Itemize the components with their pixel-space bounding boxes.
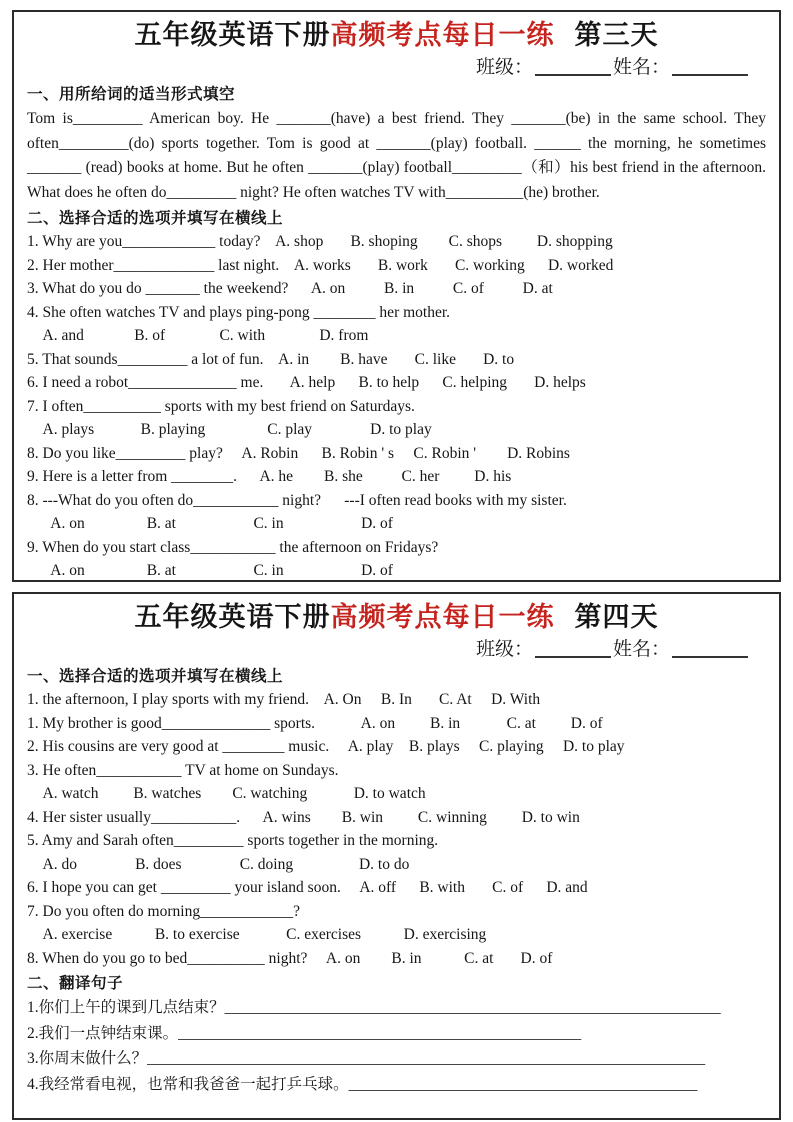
question-line: 5. That sounds_________ a lot of fun. A. in B. have C. like D. to (27, 350, 515, 368)
option-line: A. exercise B. to exercise C. exercises D. exercising (27, 926, 487, 943)
translation-line: 3.你周末做什么？________________________________________________________________________ (27, 1050, 706, 1067)
page1-title-day: 第三天 (574, 20, 659, 50)
page2-class-blank (535, 636, 611, 658)
question-line: 8. Do you like_________ play? A. Robin B. Robin ' s C. Robin ' D. Robins (27, 444, 570, 462)
page2-id-line (27, 636, 766, 663)
question-line: 8. When do you go to bed__________ night? A. on B. in C. at D. of (27, 949, 553, 967)
question-line: 6. I need a robot______________ me. A. help B. to help C. helping D. helps (27, 374, 586, 391)
page1-title-prefix: 五年级英语下册 (134, 20, 331, 50)
worksheet-page-day3 (12, 10, 781, 582)
page2-class-label: 班级： (475, 639, 533, 660)
question-line: 3. What do you do _______ the weekend? A. on B. in C. of D. at (27, 280, 553, 297)
page2-title-prefix: 五年级英语下册 (134, 602, 331, 632)
translation-line: 1.你们上午的课到几点结束？________________________________________________________________ (27, 999, 721, 1016)
question-line: 4. She often watches TV and plays ping-pong ________ her mother. (27, 303, 451, 321)
question-line: 9. Here is a letter from ________. A. he B. she C. her D. his (27, 468, 512, 485)
worksheet-page-day4 (12, 592, 781, 1120)
option-line: A. watch B. watches C. watching D. to watch (27, 785, 426, 802)
page2-section2-heading: 二、翻译句子 (27, 975, 124, 992)
question-line: 8. ---What do you often do___________ night? ---I often read books with my sister. (27, 491, 567, 509)
question-line: 3. He often___________ TV at home on Sundays. (27, 761, 339, 779)
question-line: 5. Amy and Sarah often_________ sports together in the morning. (27, 832, 439, 849)
page2-name-blank (672, 636, 748, 658)
page1-section1-heading: 一、用所给词的适当形式填空 (27, 86, 236, 103)
question-line: 6. I hope you can get _________ your island soon. A. off B. with C. of D. and (27, 879, 588, 896)
page2-title-highlight: 高频考点每日一练 (330, 602, 555, 632)
option-line: A. on B. at C. in D. of (27, 562, 393, 579)
page1-id-line (27, 54, 766, 81)
translation-line: 2.我们一点钟结束课。____________________________________________________ (27, 1024, 582, 1042)
option-line: A. do B. does C. doing D. to do (27, 855, 410, 873)
page2-section1-heading: 一、选择合适的选项并填写在横线上 (27, 668, 284, 685)
option-line: A. and B. of C. with D. from (27, 327, 369, 344)
page1-cloze-paragraph: Tom is_________ American boy. He _______(have) a best friend. They _______(be) in the same school. They often_________(do) sports together. Tom is good at _______(play) football. ______ the morning, he sometimes _______ (read) books at home. But he often _______(play) football_________（和）his best friend in the afternoon. What does he often do_________ night? He often watches TV with__________(he) brother. (27, 110, 766, 201)
page1-class-label: 班级： (475, 57, 533, 78)
page2-content (14, 594, 779, 1097)
option-line: A. on B. at C. in D. of (27, 515, 393, 532)
question-line: 1. the afternoon, I play sports with my friend. A. On B. In C. At D. With (27, 691, 541, 708)
page1-section2-heading: 二、选择合适的选项并填写在横线上 (27, 210, 284, 227)
translation-line: 4.我经常看电视，也常和我爸爸一起打乒乓球。_____________________________________________ (27, 1075, 698, 1093)
question-line: 1. My brother is good______________ sports. A. on B. in C. at D. of (27, 714, 603, 732)
page2-title-day: 第四天 (574, 602, 659, 632)
question-line: 4. Her sister usually___________. A. wins B. win C. winning D. to win (27, 808, 580, 826)
page1-title (27, 17, 766, 53)
question-line: 7. Do you often do morning____________? (27, 902, 300, 920)
question-line: 1. Why are you____________ today? A. shop B. shoping C. shops D. shopping (27, 233, 613, 250)
page1-class-blank (535, 54, 611, 76)
question-line: 9. When do you start class___________ the afternoon on Fridays? (27, 538, 439, 556)
page2-title (27, 599, 766, 635)
question-line: 7. I often__________ sports with my best friend on Saturdays. (27, 397, 415, 415)
page1-name-label: 姓名： (612, 57, 670, 78)
page2-name-label: 姓名： (612, 639, 670, 660)
page1-name-blank (672, 54, 748, 76)
question-line: 2. His cousins are very good at ________ music. A. play B. plays C. playing D. to play (27, 738, 625, 755)
page1-title-highlight: 高频考点每日一练 (330, 20, 555, 50)
page1-content (14, 12, 779, 582)
option-line: A. plays B. playing C. play D. to play (27, 421, 432, 438)
question-line: 2. Her mother_____________ last night. A. works B. work C. working D. worked (27, 256, 614, 274)
